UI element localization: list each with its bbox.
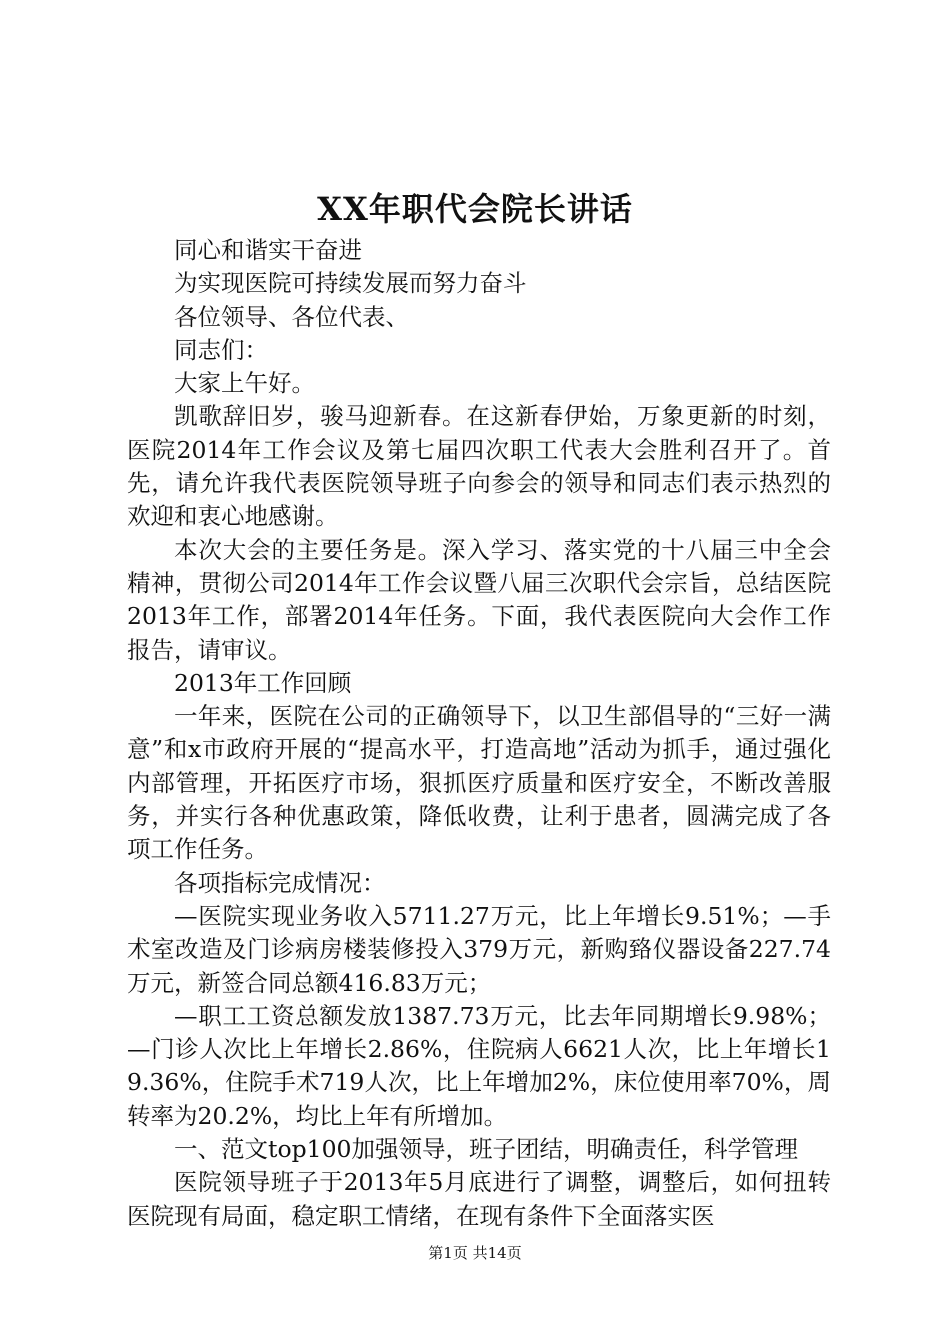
- paragraph-section-heading: 2013年工作回顾: [174, 668, 352, 697]
- paragraph-salutation-1: 各位领导、各位代表、: [174, 302, 409, 331]
- paragraph-year-review: 一年来，医院在公司的正确领导下，以卫生部倡导的“三好一满意”和x市政府开展的“提高水平，打造高地”活动为抓手，通过强化内部管理，开拓医疗市场，狠抓医疗质量和医疗安全，不断改善服务，并实行各种优惠政策，降低收费，让利于患者，圆满完成了各项工作任务。: [127, 702, 831, 864]
- paragraph-opening: 凯歌辞旧岁，骏马迎新春。在这新春伊始，万象更新的时刻，医院2014年工作会议及第七届四次职工代表大会胜利召开了。首先，请允许我代表医院领导班子向参会的领导和同志们表示热烈的欢迎和衷心地感谢。: [127, 402, 831, 531]
- document-title: XX年职代会院长讲话: [317, 190, 633, 228]
- paragraph-subtitle-2: 为实现医院可持续发展而努力奋斗: [174, 269, 527, 298]
- paragraph-salutation-2: 同志们：: [174, 335, 268, 364]
- paragraph-greeting: 大家上午好。: [174, 369, 315, 398]
- paragraph-subtitle-1: 同心和谐实干奋进: [174, 236, 362, 264]
- paragraph-leadership: 医院领导班子于2013年5月底进行了调整，调整后，如何扭转医院现有局面，稳定职工情绪，在现有条件下全面落实医: [127, 1168, 831, 1230]
- paragraph-indicators-heading: 各项指标完成情况：: [174, 868, 386, 897]
- paragraph-main-task: 本次大会的主要任务是。深入学习、落实党的十八届三中全会精神，贯彻公司2014年工作会议暨八届三次职代会宗旨，总结医院2013年工作，部署2014年任务。下面，我代表医院向大会作工作报告，请审议。: [127, 535, 831, 664]
- document-body: [127, 234, 831, 1233]
- paragraph-indicators-1: —医院实现业务收入5711.27万元，比上年增长9.51%；—手术室改造及门诊病房楼装修投入379万元，新购臵仪器设备227.74万元，新签合同总额416.83万元；: [127, 901, 831, 997]
- page-footer: 第1页 共14页: [428, 1244, 522, 1262]
- paragraph-subsection-heading: 一、范文top100加强领导，班子团结，明确责任，科学管理: [174, 1135, 798, 1164]
- paragraph-indicators-2: —职工工资总额发放1387.73万元，比去年同期增长9.98%；—门诊人次比上年增长2.86%，住院病人6621人次，比上年增长19.36%，住院手术719人次，比上年增加2%，床位使用率70%，周转率为20.2%，均比上年有所增加。: [127, 1001, 831, 1130]
